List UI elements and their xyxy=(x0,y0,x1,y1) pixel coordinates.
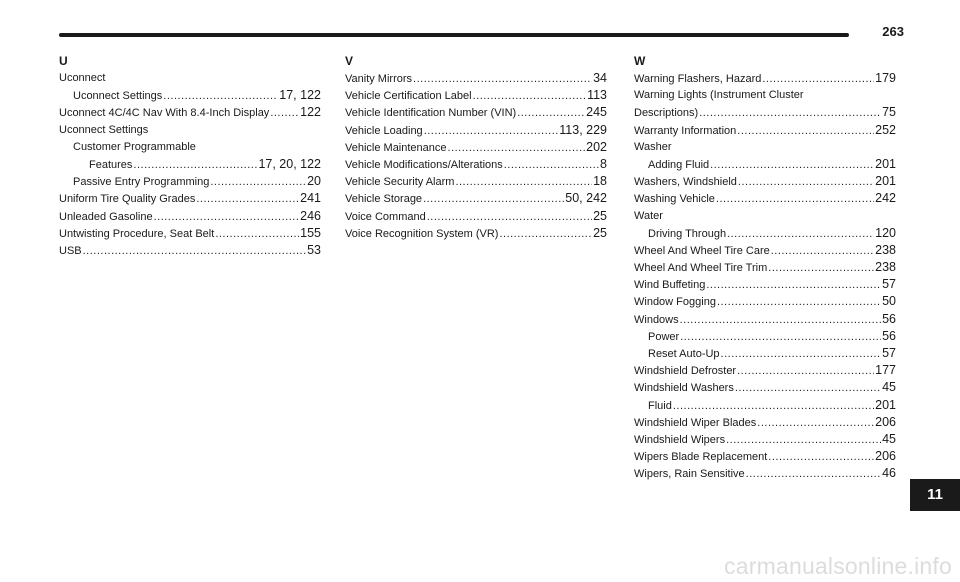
entry-term: Uniform Tire Quality Grades xyxy=(59,193,196,206)
entry-term: Untwisting Procedure, Seat Belt xyxy=(59,227,215,240)
entry-term: Windows xyxy=(634,313,679,326)
entry-pages: 202 xyxy=(586,139,607,154)
entry-term: Uconnect Settings xyxy=(73,90,163,103)
index-entry xyxy=(345,70,607,87)
entry-pages: 206 xyxy=(875,414,896,429)
section-letter: W xyxy=(634,54,646,68)
dot-leader xyxy=(448,140,586,157)
entry-term: Descriptions) xyxy=(634,107,699,120)
dot-leader xyxy=(413,71,592,88)
entry-pages: 113 xyxy=(587,88,607,103)
index-entry xyxy=(634,397,896,414)
entry-term: Washer xyxy=(634,140,672,153)
index-entry xyxy=(634,311,896,328)
entry-pages: 18 xyxy=(593,174,607,189)
dot-leader xyxy=(735,380,881,397)
index-entry xyxy=(634,379,896,396)
entry-term: Wipers, Rain Sensitive xyxy=(634,468,745,481)
index-entry xyxy=(634,448,896,465)
dot-leader xyxy=(673,398,874,415)
entry-pages: 8 xyxy=(600,156,607,171)
entry-term: Reset Auto-Up xyxy=(648,348,720,360)
dot-leader xyxy=(680,312,881,329)
dot-leader xyxy=(717,294,881,311)
entry-term: Fluid xyxy=(648,399,672,412)
entry-pages: 46 xyxy=(882,466,896,481)
entry-list xyxy=(634,70,896,483)
entry-pages: 25 xyxy=(593,225,607,240)
entry-pages: 201 xyxy=(875,156,896,171)
entry-pages: 50 xyxy=(882,294,896,309)
watermark: carmanualsonline.info xyxy=(724,553,952,579)
entry-term: Windshield Wipers xyxy=(634,433,726,446)
entry-term: Wheel And Wheel Tire Care xyxy=(634,244,770,257)
entry-term: Vehicle Identification Number (VIN) xyxy=(345,107,517,120)
dot-leader xyxy=(427,209,592,226)
index-entry xyxy=(345,104,607,121)
entry-term: Vehicle Storage xyxy=(345,193,423,206)
index-entry xyxy=(634,293,896,310)
dot-leader xyxy=(163,88,278,105)
index-entry xyxy=(634,156,896,173)
index-column-v xyxy=(345,54,607,242)
index-column-u xyxy=(59,54,321,259)
index-entry xyxy=(634,345,896,362)
entry-term: Driving Through xyxy=(648,227,727,240)
entry-pages: 246 xyxy=(300,208,321,223)
entry-term: Uconnect xyxy=(59,72,106,84)
entry-pages: 179 xyxy=(875,71,896,85)
entry-term: Wind Buffeting xyxy=(634,279,706,292)
dot-leader xyxy=(215,226,299,243)
entry-pages: 177 xyxy=(875,363,896,378)
entry-pages: 113, 229 xyxy=(559,122,607,137)
entry-term: Vehicle Security Alarm xyxy=(345,176,455,189)
index-entry xyxy=(634,276,896,293)
index-entry xyxy=(634,173,896,190)
entry-pages: 53 xyxy=(307,242,321,257)
section-letter: V xyxy=(345,54,354,68)
entry-term: Windshield Defroster xyxy=(634,365,737,378)
dot-leader xyxy=(699,105,881,122)
entry-pages: 50, 242 xyxy=(565,191,607,206)
dot-leader xyxy=(710,157,874,174)
entry-term: Adding Fluid xyxy=(648,158,710,171)
dot-leader xyxy=(423,191,564,208)
dot-leader xyxy=(737,123,874,140)
index-entry xyxy=(59,70,321,87)
dot-leader xyxy=(757,415,874,432)
entry-term: Washers, Windshield xyxy=(634,176,737,189)
entry-pages: 56 xyxy=(882,328,896,343)
index-entry xyxy=(59,139,321,156)
entry-pages: 34 xyxy=(593,71,607,85)
dot-leader xyxy=(721,346,882,363)
index-entry xyxy=(634,242,896,259)
entry-term: Wipers Blade Replacement xyxy=(634,451,768,464)
entry-term: Customer Programmable xyxy=(73,140,196,153)
entry-pages: 206 xyxy=(875,449,896,464)
entry-pages: 241 xyxy=(300,191,321,206)
entry-pages: 120 xyxy=(875,225,896,240)
dot-leader xyxy=(210,174,306,191)
entry-pages: 238 xyxy=(875,242,896,257)
index-entry xyxy=(345,122,607,139)
entry-pages: 122 xyxy=(300,105,321,120)
dot-leader xyxy=(154,209,300,226)
entry-pages: 201 xyxy=(875,174,896,189)
index-entry xyxy=(634,431,896,448)
entry-list xyxy=(59,70,321,259)
entry-pages: 45 xyxy=(882,380,896,395)
dot-leader xyxy=(726,432,881,449)
entry-term: Warranty Information xyxy=(634,124,737,137)
entry-pages: 25 xyxy=(593,208,607,223)
index-entry xyxy=(345,156,607,173)
dot-leader xyxy=(762,71,874,88)
entry-pages: 57 xyxy=(882,277,896,292)
index-entry xyxy=(345,87,607,104)
index-entry xyxy=(634,208,896,225)
entry-pages: 57 xyxy=(882,346,896,360)
index-entry xyxy=(634,139,896,156)
entry-pages: 155 xyxy=(300,225,321,240)
index-entry xyxy=(345,225,607,242)
entry-term: Voice Recognition System (VR) xyxy=(345,227,499,240)
index-entry xyxy=(345,139,607,156)
index-entry xyxy=(634,328,896,345)
index-entry xyxy=(59,122,321,139)
dot-leader xyxy=(83,243,306,260)
dot-leader xyxy=(727,226,874,243)
index-entry xyxy=(345,208,607,225)
index-entry xyxy=(634,87,896,104)
dot-leader xyxy=(133,157,257,174)
entry-term: Windshield Washers xyxy=(634,382,734,395)
index-entry xyxy=(634,122,896,139)
entry-term: USB xyxy=(59,244,82,257)
dot-leader xyxy=(738,174,874,191)
entry-term: Windshield Wiper Blades xyxy=(634,416,757,429)
index-entry xyxy=(59,242,321,259)
index-entry xyxy=(59,104,321,121)
entry-term: Warning Flashers, Hazard xyxy=(634,73,762,85)
entry-pages: 20 xyxy=(307,174,321,189)
dot-leader xyxy=(716,191,874,208)
entry-pages: 201 xyxy=(875,397,896,412)
index-entry xyxy=(59,225,321,242)
index-column-w xyxy=(634,54,896,483)
index-entry xyxy=(634,225,896,242)
entry-term: Washing Vehicle xyxy=(634,193,715,206)
entry-pages: 252 xyxy=(875,122,896,137)
entry-pages: 245 xyxy=(586,105,607,120)
entry-term: Voice Command xyxy=(345,210,426,223)
dot-leader xyxy=(746,466,881,483)
dot-leader xyxy=(270,105,299,122)
entry-term: Water xyxy=(634,209,663,222)
index-entry xyxy=(634,362,896,379)
dot-leader xyxy=(473,88,586,105)
entry-term: Vanity Mirrors xyxy=(345,73,413,85)
dot-leader xyxy=(424,123,559,140)
index-entry xyxy=(634,259,896,276)
dot-leader xyxy=(771,243,874,260)
dot-leader xyxy=(517,105,585,122)
entry-term: Uconnect Settings xyxy=(59,123,149,136)
dot-leader xyxy=(768,260,874,277)
entry-list xyxy=(345,70,607,242)
index-entry xyxy=(634,414,896,431)
section-letter: U xyxy=(59,54,68,68)
entry-pages: 17, 122 xyxy=(279,88,321,103)
dot-leader xyxy=(680,329,881,346)
entry-term: Vehicle Maintenance xyxy=(345,141,447,154)
entry-term: Features xyxy=(89,158,133,171)
entry-term: Warning Lights (Instrument Cluster xyxy=(634,89,804,102)
dot-leader xyxy=(196,191,299,208)
dot-leader xyxy=(455,174,592,191)
dot-leader xyxy=(737,363,874,380)
index-entry xyxy=(59,87,321,104)
dot-leader xyxy=(504,157,599,174)
entry-term: Passive Entry Programming xyxy=(73,176,210,189)
index-entry xyxy=(634,190,896,207)
index-entry xyxy=(59,208,321,225)
entry-term: Unleaded Gasoline xyxy=(59,210,153,223)
index-entry xyxy=(345,190,607,207)
entry-pages: 56 xyxy=(882,311,896,326)
index-entry xyxy=(59,156,321,173)
page-number: 263 xyxy=(882,24,904,39)
dot-leader xyxy=(768,449,874,466)
dot-leader xyxy=(499,226,592,243)
dot-leader xyxy=(706,277,881,294)
entry-pages: 242 xyxy=(875,191,896,206)
header-rule xyxy=(59,33,849,37)
entry-term: Vehicle Modifications/Alterations xyxy=(345,158,503,171)
entry-pages: 45 xyxy=(882,431,896,446)
index-entry xyxy=(634,465,896,482)
index-entry xyxy=(59,173,321,190)
entry-term: Wheel And Wheel Tire Trim xyxy=(634,262,768,275)
index-entry xyxy=(345,173,607,190)
entry-pages: 75 xyxy=(882,105,896,120)
entry-term: Uconnect 4C/4C Nav With 8.4-Inch Display xyxy=(59,107,270,120)
index-entry xyxy=(634,70,896,87)
entry-term: Vehicle Certification Label xyxy=(345,90,472,103)
entry-term: Power xyxy=(648,330,680,343)
chapter-tab: 11 xyxy=(910,479,960,511)
index-entry xyxy=(59,190,321,207)
entry-term: Vehicle Loading xyxy=(345,124,423,137)
entry-term: Window Fogging xyxy=(634,296,716,309)
entry-pages: 17, 20, 122 xyxy=(258,156,321,171)
index-entry xyxy=(634,104,896,121)
entry-pages: 238 xyxy=(875,260,896,275)
